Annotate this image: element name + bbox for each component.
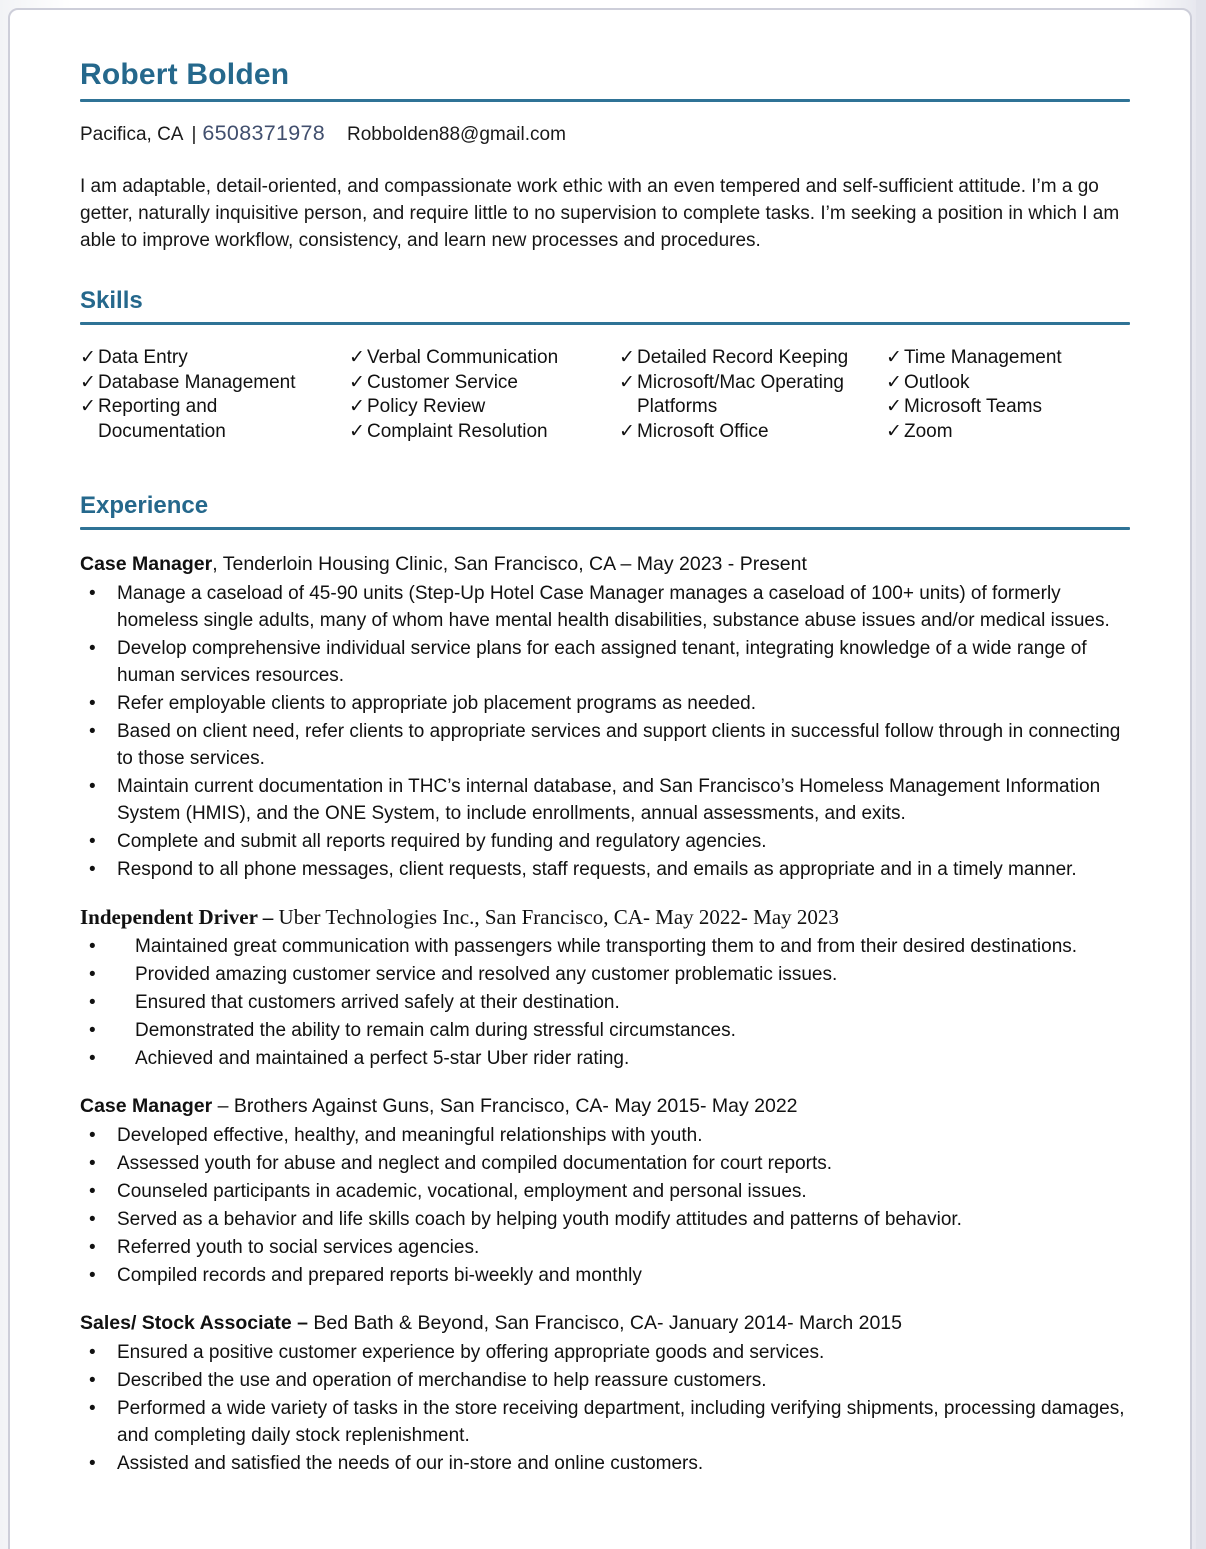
experience-section [80, 492, 1130, 1477]
skill-label: Customer Service [367, 371, 518, 393]
resume-page [8, 8, 1192, 1549]
job-heading [80, 1310, 1130, 1337]
job-title: Case Manager [80, 553, 213, 575]
bullet-item: • Achieved and maintained a perfect 5-star Uber rider rating. [80, 1045, 1130, 1072]
experience-heading: Experience [80, 492, 209, 519]
job-title: Case Manager [80, 1095, 213, 1117]
bullet-item: • Developed effective, healthy, and meaningful relationships with youth. [80, 1122, 1130, 1149]
skill-item [80, 371, 349, 396]
skill-item [619, 371, 886, 420]
bullet-item: • Develop comprehensive individual service plans for each assigned tenant, integrating knowledge of a wide range of human services resources. [80, 635, 1130, 689]
skill-item [349, 371, 619, 396]
skill-item [886, 420, 1130, 445]
skill-label: Complaint Resolution [367, 420, 548, 442]
contact-separator: | [191, 124, 197, 145]
bullet-item: • Assessed youth for abuse and neglect and compiled documentation for court reports. [80, 1150, 1130, 1177]
resume-header [80, 58, 1130, 254]
bullet-item: • Described the use and operation of merchandise to help reassure customers. [80, 1367, 1130, 1394]
skill-item [886, 371, 1130, 396]
job-details: Bed Bath & Beyond, San Francisco, CA- January 2014- March 2015 [307, 1312, 902, 1334]
skills-heading: Skills [80, 287, 143, 314]
check-icon: ✓ [619, 371, 635, 393]
bullet-item: • Ensured that customers arrived safely at their destination. [80, 989, 1130, 1016]
skill-item [619, 420, 886, 445]
bullet-item: • Maintained great communication with passengers while transporting them to and from their desired destinations. [80, 933, 1130, 960]
job-bullets [80, 1339, 1130, 1477]
bullet-item: • Served as a behavior and life skills coach by helping youth modify attitudes and patterns of behavior. [80, 1206, 1130, 1233]
skill-item [619, 346, 886, 371]
bullet-item: • Demonstrated the ability to remain calm during stressful circumstances. [80, 1017, 1130, 1044]
skills-grid [80, 346, 1130, 444]
check-icon: ✓ [80, 347, 96, 368]
check-icon: ✓ [886, 371, 902, 393]
skills-divider [80, 322, 1130, 325]
skill-label: Outlook [904, 371, 970, 393]
check-icon: ✓ [349, 371, 365, 393]
check-icon: ✓ [349, 420, 365, 442]
bullet-item: • Counseled participants in academic, vocational, employment and personal issues. [80, 1178, 1130, 1205]
skill-item [886, 346, 1130, 371]
bullet-item: • Compiled records and prepared reports bi-weekly and monthly [80, 1262, 1130, 1289]
resume-content [80, 58, 1130, 1477]
check-icon: ✓ [619, 347, 635, 368]
bullet-item: • Respond to all phone messages, client requests, staff requests, and emails as appropriate and in a timely manner. [80, 856, 1130, 883]
phone-link[interactable]: 6508371978 [202, 121, 325, 145]
check-icon: ✓ [349, 396, 365, 417]
job-details: , Tenderloin Housing Clinic, San Francisco, CA – May 2023 - Present [212, 553, 807, 575]
check-icon: ✓ [80, 371, 96, 393]
job-bullets [80, 933, 1130, 1072]
skill-label: Policy Review [367, 396, 486, 417]
job-title: Sales/ Stock Associate – [80, 1312, 308, 1334]
skills-column-4 [886, 346, 1130, 444]
skill-item [349, 395, 619, 420]
skills-section [80, 287, 1130, 444]
skill-label: Verbal Communication [367, 347, 559, 368]
skill-item [886, 395, 1130, 420]
email-text: Robbolden88@gmail.com [347, 124, 566, 145]
job-entry-tenderloin [80, 551, 1130, 883]
bullet-item: • Maintain current documentation in THC’s internal database, and San Francisco’s Homeless Management Information System (HMIS), and the ONE System, to include enrollments, annual assessments, and exits. [80, 773, 1130, 827]
skill-label: Detailed Record Keeping [637, 347, 849, 368]
scroll-gutter [1196, 0, 1206, 1549]
check-icon: ✓ [619, 420, 635, 442]
job-entry-uber [80, 904, 1130, 1072]
check-icon: ✓ [886, 347, 902, 368]
check-icon: ✓ [886, 396, 902, 417]
experience-divider [80, 527, 1130, 530]
skill-item [80, 395, 349, 444]
summary-paragraph: I am adaptable, detail-oriented, and compassionate work ethic with an even tempered and self-sufficient attitude. I’m a go getter, naturally inquisitive person, and require little to no supervision to complete tasks. I’m seeking a position in which I am able to improve workflow, consistency, and learn new processes and procedures. [80, 176, 1120, 251]
skill-label: Microsoft Office [637, 420, 769, 442]
job-entry-bed-bath-beyond [80, 1310, 1130, 1477]
bullet-item: • Complete and submit all reports required by funding and regulatory agencies. [80, 828, 1130, 855]
bullet-item: • Referred youth to social services agencies. [80, 1234, 1130, 1261]
job-entry-brothers-against-guns [80, 1093, 1130, 1289]
skill-item [349, 346, 619, 371]
skills-column-1 [80, 346, 349, 444]
job-heading [80, 904, 1130, 931]
bullet-item: • Manage a caseload of 45-90 units (Step-Up Hotel Case Manager manages a caseload of 100+ units) of formerly homeless single adults, many of whom have mental health disabilities, substance abuse issues and/or medical issues. [80, 580, 1130, 634]
job-heading [80, 551, 1130, 578]
job-bullets [80, 580, 1130, 883]
skills-column-3 [619, 346, 886, 444]
job-title: Independent Driver – [80, 905, 274, 929]
skill-label: Database Management [98, 371, 296, 393]
skill-item [349, 420, 619, 445]
person-name: Robert Bolden [80, 58, 290, 91]
job-details: Uber Technologies Inc., San Francisco, CA- May 2022- May 2023 [273, 905, 839, 929]
check-icon: ✓ [886, 420, 902, 442]
skill-label: Microsoft/Mac Operating Platforms [637, 371, 844, 417]
skill-label: Data Entry [98, 347, 188, 368]
check-icon: ✓ [80, 396, 96, 417]
name-divider [80, 99, 1130, 102]
skill-label: Reporting and Documentation [98, 396, 226, 442]
bullet-item: • Performed a wide variety of tasks in the store receiving department, including verifying shipments, processing damages, and completing daily stock replenishment. [80, 1395, 1130, 1449]
contact-line [80, 121, 1130, 146]
bullet-item: • Ensured a positive customer experience by offering appropriate goods and services. [80, 1339, 1130, 1366]
bullet-item: • Refer employable clients to appropriate job placement programs as needed. [80, 690, 1130, 717]
bullet-item: • Based on client need, refer clients to appropriate services and support clients in successful follow through in connecting to those services. [80, 718, 1130, 772]
job-heading [80, 1093, 1130, 1120]
job-bullets [80, 1122, 1130, 1289]
bullet-item: • Provided amazing customer service and resolved any customer problematic issues. [80, 961, 1130, 988]
bullet-item: • Assisted and satisfied the needs of our in-store and online customers. [80, 1450, 1130, 1477]
skill-label: Microsoft Teams [904, 396, 1042, 417]
job-details: – Brothers Against Guns, San Francisco, CA- May 2015- May 2022 [212, 1095, 798, 1117]
skills-column-2 [349, 346, 619, 444]
skill-label: Zoom [904, 420, 953, 442]
location-text: Pacifica, CA [80, 124, 184, 145]
skill-item [80, 346, 349, 371]
check-icon: ✓ [349, 347, 365, 368]
skill-label: Time Management [904, 347, 1062, 368]
